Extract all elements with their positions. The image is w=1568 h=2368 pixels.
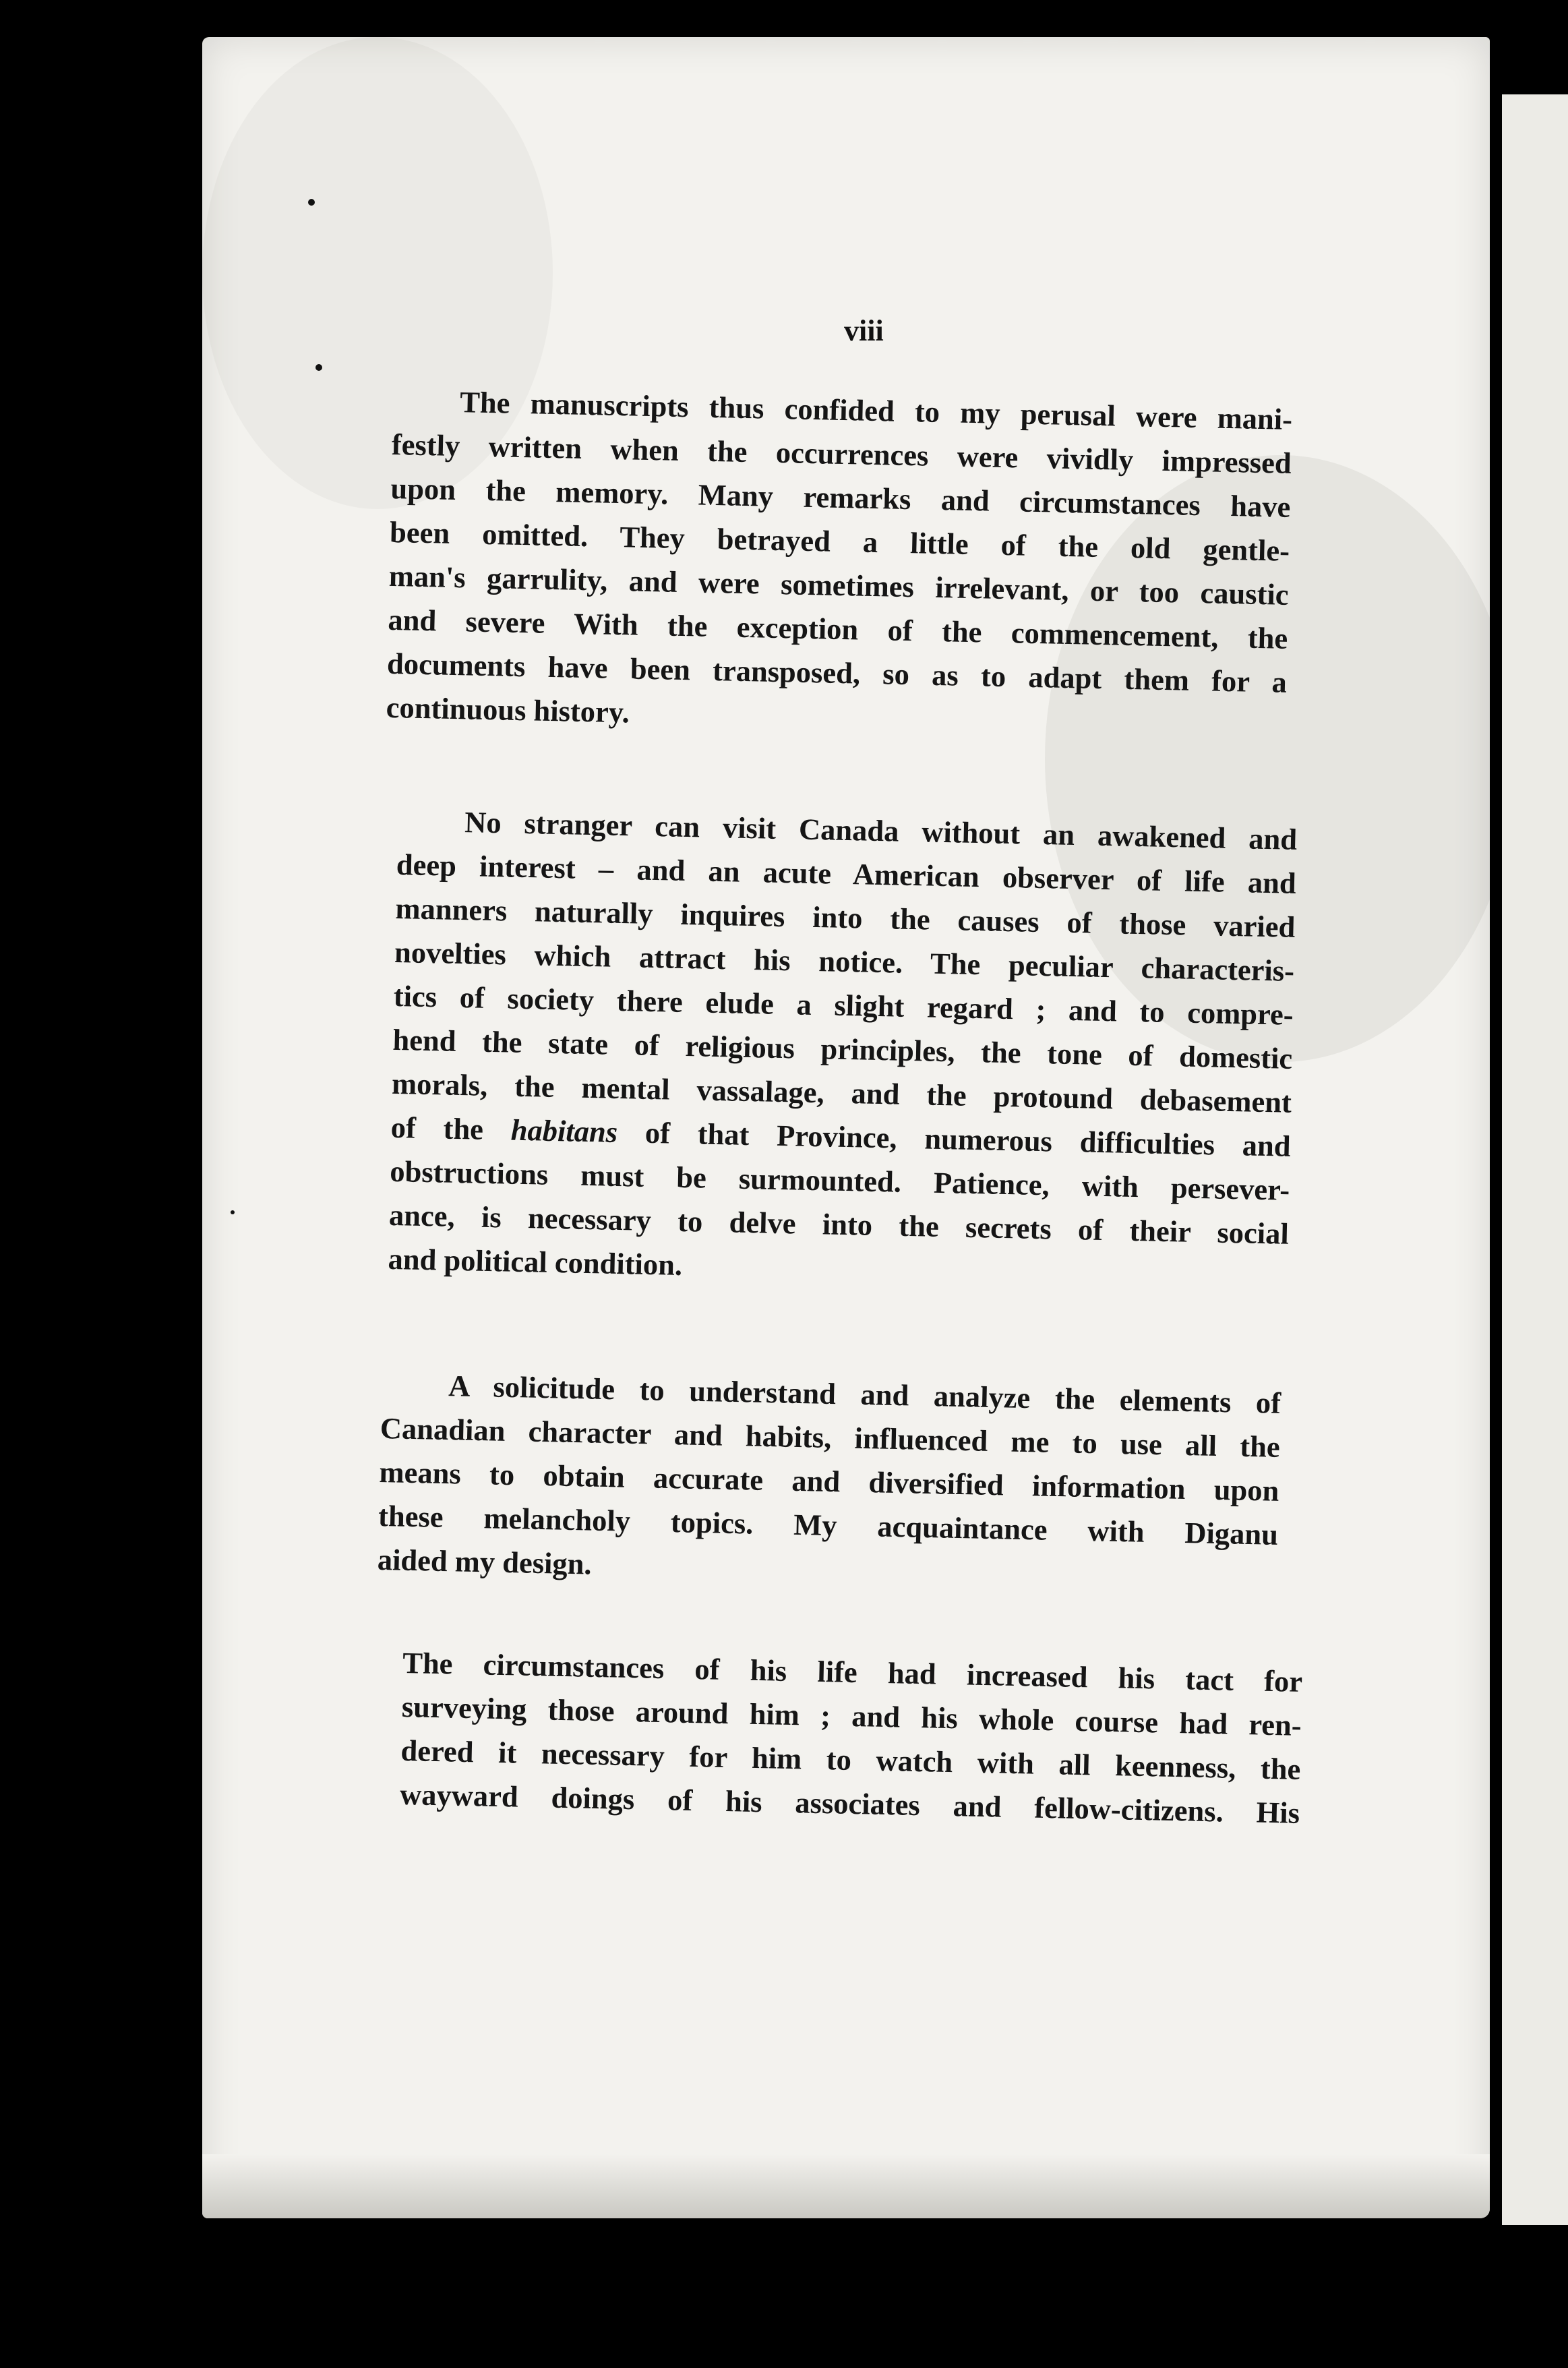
text-line: No stranger can visit Canada without an awakened and (464, 805, 1298, 856)
text-line: wayward doings of his associates and fellow-citizens. His (399, 1777, 1300, 1830)
text-line: Canadian character and habits, influenced me to use all the (380, 1411, 1281, 1464)
margin-speck (231, 1210, 235, 1214)
text-line: hend the state of religious principles, the tone of domestic (392, 1022, 1293, 1075)
text-line: documents have been transposed, so as to adapt them for a (386, 646, 1288, 699)
margin-speck (315, 364, 322, 371)
page-edge (202, 2154, 1490, 2218)
text-line: tics of society there elude a slight regard ; and to compre- (393, 978, 1294, 1032)
margin-speck (308, 199, 315, 206)
text-line: obstructions must be surmounted. Patience, with persever- (389, 1154, 1290, 1207)
text-line: surveying those around him ; and his whole course had ren- (401, 1689, 1302, 1742)
text-line: man's garrulity, and were sometimes irrelevant, or too caustic (388, 558, 1290, 612)
text-line: manners naturally inquires into the causes of those varied (395, 891, 1296, 944)
text-line: and severe With the exception of the commencement, the (388, 602, 1288, 655)
text-line: been omitted. They betrayed a little of the old gentle- (389, 514, 1290, 568)
text-line: and political condition. (388, 1241, 683, 1282)
paragraph (377, 1363, 1281, 1601)
paragraph (386, 379, 1293, 748)
text-line: morals, the mental vassalage, and the protound debasement (391, 1066, 1292, 1119)
text-line: dered it necessary for him to watch with all keenness, the (400, 1733, 1301, 1786)
text-line: The manuscripts thus confided to my perusal were mani- (459, 385, 1293, 436)
text-line: The circumstances of his life had increased his tact for (402, 1645, 1303, 1698)
text-line: these melancholy topics. My acquaintance with Diganu (378, 1498, 1279, 1551)
adjacent-page-edge (1498, 94, 1568, 2225)
page-number: viii (844, 314, 884, 347)
text-line: novelties which attract his notice. The peculiar characteris- (394, 935, 1295, 988)
text-line: deep interest – and an acute American observer of life and (396, 847, 1297, 900)
text-line: upon the memory. Many remarks and circumstances have (390, 471, 1291, 524)
text-line: festly written when the occurrences were vividly impressed (391, 427, 1292, 480)
text-line: of the habitans of that Province, numerous difficulties and (390, 1110, 1292, 1163)
text-line: means to obtain accurate and diversified information upon (379, 1454, 1279, 1508)
text-line: ance, is necessary to delve into the secrets of their social (388, 1197, 1290, 1251)
paragraph (388, 799, 1298, 1300)
italic-word: habitans (510, 1113, 618, 1149)
text-line: aided my design. (377, 1542, 593, 1581)
text-line: A solicitude to understand and analyze the elements of (448, 1369, 1281, 1420)
paragraph (400, 1641, 1303, 1835)
text-line: continuous history. (386, 690, 630, 730)
